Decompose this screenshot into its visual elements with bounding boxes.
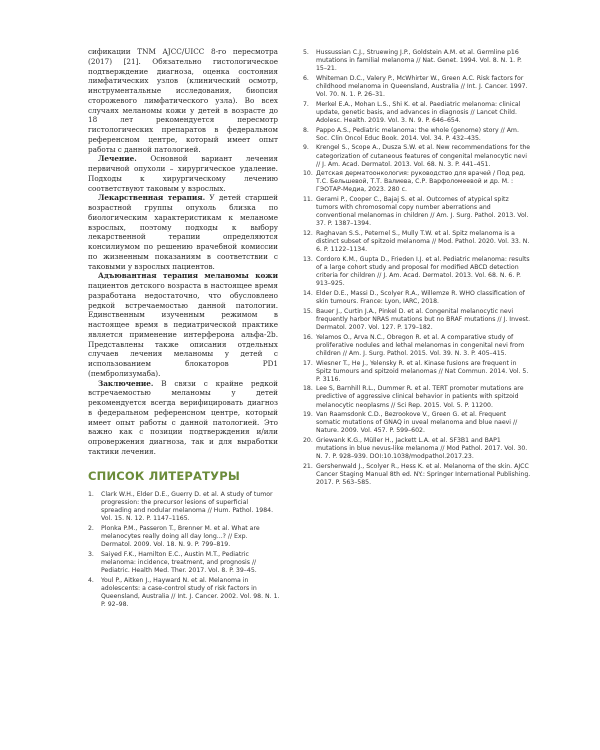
reference-item xyxy=(303,230,531,254)
reference-item xyxy=(303,437,531,461)
paragraph-drug-therapy xyxy=(88,193,278,271)
reference-number: 9. xyxy=(303,144,309,152)
reference-item xyxy=(303,334,531,358)
reference-item xyxy=(303,463,531,487)
reference-item xyxy=(88,577,280,609)
reference-text: Cordoro K.M., Gupta D., Frieden I.J. et al. Pediatric melanoma: results of a large cohort study and proposal for modified ABCD detection criteria for children // J. Am. Acad. Dermatol. 2013. Vol. 68. N. 6. P. 913–925. xyxy=(316,256,530,288)
reference-text: Yelamos O., Arva N.C., Obregon R. et al. A comparative study of proliferative nodules and lethal melanomas in congenital nevi from children // Am. J. Surg. Pathol. 2015. Vol. 39. N. 3. P. 405–415. xyxy=(316,333,525,357)
reference-text: Merkel E.A., Mohan L.S., Shi K. et al. Paediatric melanoma: clinical update, genetic basis, and advances in diagnosis // Lancet Child. Adolesc. Health. 2019. Vol. 3. N. 9. P. 646–654. xyxy=(316,100,521,124)
reference-number: 2. xyxy=(88,524,94,532)
reference-text: Gerami P., Cooper C., Bajaj S. et al. Outcomes of atypical spitz tumors with chromosomal copy number aberrations and conventional melanomas in children // Am. J. Surg. Pathol. 2013. Vol. 37. P. 1387–1394. xyxy=(316,196,529,228)
reference-text: Youl P., Aitken J., Hayward N. et al. Melanoma in adolescents: a case-control study of risk factors in Queensland, Australia // Int. J. Cancer. 2002. Vol. 98. N. 1. P. 92–98. xyxy=(101,576,280,608)
reference-text: Saiyed F.K., Hamilton E.C., Austin M.T., Pediatric melanoma: incidence, treatment, and prognosis // Pediatric. Health Med. Ther. 2017. Vol. 8. P. 39–45. xyxy=(101,550,257,575)
paragraph-adjuvant-therapy xyxy=(88,271,278,378)
reference-text: Griewank K.G., Müller H., Jackett L.A. et al. SF3B1 and BAP1 mutations in blue nevus-like melanoma // Mod Pathol. 2017. Vol. 30. N. 7. P. 928–939. DOI:10.1038/modpathol.2017.23. xyxy=(316,437,528,461)
reference-item xyxy=(303,49,531,73)
reference-number: 21. xyxy=(303,463,313,470)
reference-number: 20. xyxy=(303,437,313,445)
reference-text: Gershenwald J., Scolyer R., Hess K. et al. Melanoma of the skin. AJCC Cancer Staging Manual 8th ed. NY.: Springer International Publishing. 2017. P. 563–585. xyxy=(316,463,531,487)
reference-text: Krengel S., Scope A., Dusza S.W. et al. New recommendations for the categorization of cutaneous features of congenital melanocytic nevi // J. Am. Acad. Dermatol. 2013. Vol. 68. N. 3. P. 441–451. xyxy=(316,144,531,168)
reference-text: Lee S, Barnhill R.L., Dummer R. et al. TERT promoter mutations are predictive of aggressive clinical behavior in patients with spitzoid melanocytic neoplasms // Sci Rep. 2015. Vol. 5. P. 11200. xyxy=(316,385,524,409)
reference-text: Hussussian C.J., Struewing J.P., Goldstein A.M. et al. Germline p16 mutations in familial melanoma // Nat. Genet. 1994. Vol. 8. N. 1. P. 15–21. xyxy=(316,49,522,73)
reference-text: Van Raamsdonk C.D., Bezrookove V., Green G. et al. Frequent somatic mutations of GNAQ in uveal melanoma and blue naevi // Nature. 2009. Vol. 457. P. 599–602. xyxy=(316,411,518,435)
reference-number: 5. xyxy=(303,49,309,56)
references-list-right xyxy=(303,49,531,489)
paragraph-lead: Заключение. xyxy=(98,378,154,388)
paragraph-lead: Лекарственная терапия. xyxy=(98,193,206,203)
reference-item xyxy=(303,144,531,168)
reference-number: 12. xyxy=(303,230,313,238)
reference-number: 1. xyxy=(88,491,94,498)
reference-number: 7. xyxy=(303,100,309,108)
paragraph-lead: Адъювантная терапия меланомы кожи xyxy=(98,271,278,281)
paragraph-text: сификации TNM AJCC/UICC 8-го пересмотра (2017) [21]. Обязательно гистологическое подтверждение диагноза, оценка состояния лимфатических узлов (клинический осмотр, инструментальные исследования, биопсия сторожевого лимфатического узла). Во всех случаях меланомы кожи у детей в возрасте до 18 лет рекомендуется пересмотр гистологических препаратов в федеральном референсном центре, который имеет опыт работы с данной патологией. xyxy=(88,47,278,154)
reference-number: 18. xyxy=(303,385,313,393)
reference-item xyxy=(303,411,531,435)
reference-number: 13. xyxy=(303,256,313,263)
reference-item xyxy=(303,385,531,409)
paragraph-conclusion xyxy=(88,379,278,457)
reference-item xyxy=(303,308,531,332)
references-heading: СПИСОК ЛИТЕРАТУРЫ xyxy=(88,469,240,483)
paragraph-lead: Лечение. xyxy=(98,154,137,164)
body-text-column xyxy=(88,47,278,457)
reference-text: Clark W.H., Elder D.E., Guerry D. et al. A study of tumor progression: the precursor lesions of superficial spreading and nodular melanoma // Hum. Pathol. 1984. Vol. 15. N. 12. P. 1147–1165. xyxy=(101,491,274,523)
reference-number: 15. xyxy=(303,307,313,315)
reference-text: Whiteman D.C., Valery P., McWhirter W., Green A.C. Risk factors for childhood melanoma in Queensland, Australia // Int. J. Cancer. 1997. Vol. 70. N. 1. P. 26–31. xyxy=(316,74,528,99)
reference-item xyxy=(303,360,531,384)
reference-item xyxy=(303,170,531,194)
reference-number: 3. xyxy=(88,550,94,558)
reference-number: 17. xyxy=(303,359,313,367)
reference-text: Детская дерматоонкология: руководство для врачей / Под ред. Т.С. Бельшевой, Т.Т. Валиева, С.Р. Варфоломеевой и др. М. : ГЭОТАР-Медиа, 2023. 280 с. xyxy=(316,170,526,194)
reference-text: Elder D.E., Massi D., Scolyer R.A., Willemze R. WHO classification of skin tumours. France: Lyon, IARC, 2018. xyxy=(316,289,525,306)
paragraph-staging xyxy=(88,47,278,154)
paragraph-text: У детей старшей возрастной группы опухоль близка по биологическим характеристикам к меланоме взрослых, поэтому подходы к выбору лекарственной терапии определяются консилиумом по решению врачебной комиссии по жизненным показаниям в соответствии с таковыми у взрослых пациентов. xyxy=(88,193,278,271)
reference-number: 4. xyxy=(88,576,94,584)
paragraph-text: Основной вариант лечения первичной опухоли – хирургическое удаление. Подходы к хирургическому лечению соответствуют таковым у взрослых. xyxy=(88,154,278,193)
reference-text: Pappo A.S., Pediatric melanoma: the whole (genome) story // Am. Soc. Clin Oncol Educ Book. 2014. Vol. 34. P. 432–435. xyxy=(316,126,519,142)
reference-number: 10. xyxy=(303,170,313,178)
reference-text: Bauer J., Curtin J.A., Pinkel D. et al. Congenital melanocytic nevi frequently harbor NRAS mutations but no BRAF mutations // J. Invest. Dermatol. 2007. Vol. 127. P. 179–182. xyxy=(316,307,531,331)
reference-item xyxy=(88,525,280,549)
reference-number: 6. xyxy=(303,74,309,82)
reference-item xyxy=(88,491,280,523)
reference-item xyxy=(303,196,531,228)
reference-item xyxy=(303,256,531,288)
reference-item xyxy=(303,127,531,143)
reference-item xyxy=(303,75,531,99)
reference-item xyxy=(303,290,531,306)
reference-text: Plonka P.M., Passeron T., Brenner M. et al. What are melanocytes really doing all day long...? // Exp. Dermatol. 2009. Vol. 18. N. 9. P. 799–819. xyxy=(101,524,260,549)
reference-item xyxy=(303,101,531,125)
reference-number: 14. xyxy=(303,289,313,297)
reference-item xyxy=(88,551,280,575)
references-list-left xyxy=(88,491,280,611)
reference-number: 19. xyxy=(303,411,313,419)
reference-text: Wiesner T., He J., Yelensky R. et al. Kinase fusions are frequent in Spitz tumours and spitzoid melanomas // Nat Commun. 2014. Vol. 5. P. 3116. xyxy=(316,359,529,383)
reference-text: Raghavan S.S., Peternel S., Mully T.W. et al. Spitz melanoma is a distinct subset of spitzoid melanoma // Mod. Pathol. 2020. Vol. 33. N. 6. P. 1122–1134. xyxy=(316,230,530,254)
reference-number: 16. xyxy=(303,333,313,341)
paragraph-text: пациентов детского возраста в настоящее время разработана недостаточно, что обусловлено редкой встречаемостью данной патологии. Единственным изученным режимом в настоящее время в педиатрической практике является применение интерферона альфа-2b. Представлены также описания отдельных случаев лечения меланомы у детей с использованием блокаторов PD1 (пембролизумаба). xyxy=(88,281,278,378)
paragraph-treatment xyxy=(88,154,278,193)
reference-number: 8. xyxy=(303,126,309,134)
reference-number: 11. xyxy=(303,196,313,204)
paragraph-text: В связи с крайне редкой встречаемостью меланомы у детей рекомендуется всегда верифицировать диагноз в федеральном референсном центре, который имеет опыт работы с данной патологией. Это важно как с позиции подтверждения и/или опровержения диагноза, так и для выработки тактики лечения. xyxy=(88,378,278,456)
